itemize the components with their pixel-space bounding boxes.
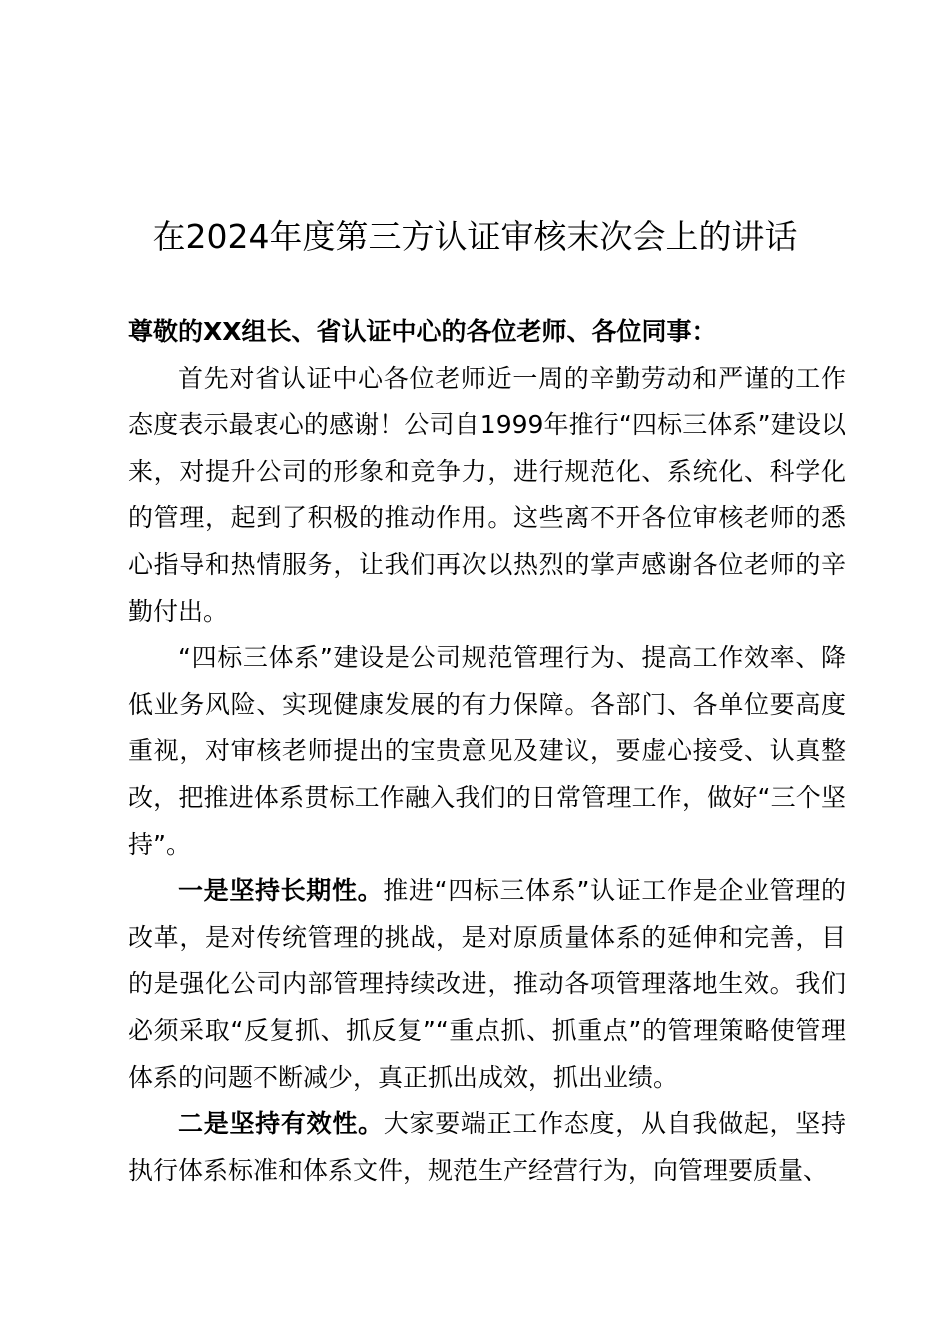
paragraph-3-lead: 一是坚持长期性。	[178, 876, 384, 906]
document-title: 在2024年度第三方认证审核末次会上的讲话	[152, 217, 798, 257]
paragraph-4-lead: 二是坚持有效性。	[178, 1109, 384, 1139]
paragraph-4	[128, 1101, 846, 1194]
paragraph-2-text: “四标三体系”建设是公司规范管理行为、提高工作效率、降低业务风险、实现健康发展的有力保障。各部门、各单位要高度重视，对审核老师提出的宝贵意见及建议，要虚心接受、认真整改，把推进体系贯标工作融入我们的日常管理工作，做好“三个坚持”。	[128, 643, 846, 859]
paragraph-3	[128, 868, 846, 1101]
paragraph-1	[128, 356, 846, 636]
paragraph-4-text: 大家要端正工作态度，从自我做起，坚持执行体系标准和体系文件，规范生产经营行为，向管理要质量、	[128, 1109, 846, 1185]
paragraph-2	[128, 635, 846, 868]
salutation: 尊敬的XX组长、省认证中心的各位老师、各位同事：	[128, 317, 717, 346]
document-body	[128, 309, 846, 1194]
paragraph-3-text: 推进“四标三体系”认证工作是企业管理的改革，是对传统管理的挑战，是对原质量体系的延伸和完善，目的是强化公司内部管理持续改进，推动各项管理落地生效。我们必须采取“反复抓、抓反复”“重点抓、抓重点”的管理策略使管理体系的问题不断减少，真正抓出成效，抓出业绩。	[128, 876, 846, 1092]
paragraph-1-text: 首先对省认证中心各位老师近一周的辛勤劳动和严谨的工作态度表示最衷心的感谢！公司自1999年推行“四标三体系”建设以来，对提升公司的形象和竞争力，进行规范化、系统化、科学化的管理，起到了积极的推动作用。这些离不开各位审核老师的悉心指导和热情服务，让我们再次以热烈的掌声感谢各位老师的辛勤付出。	[128, 363, 846, 626]
